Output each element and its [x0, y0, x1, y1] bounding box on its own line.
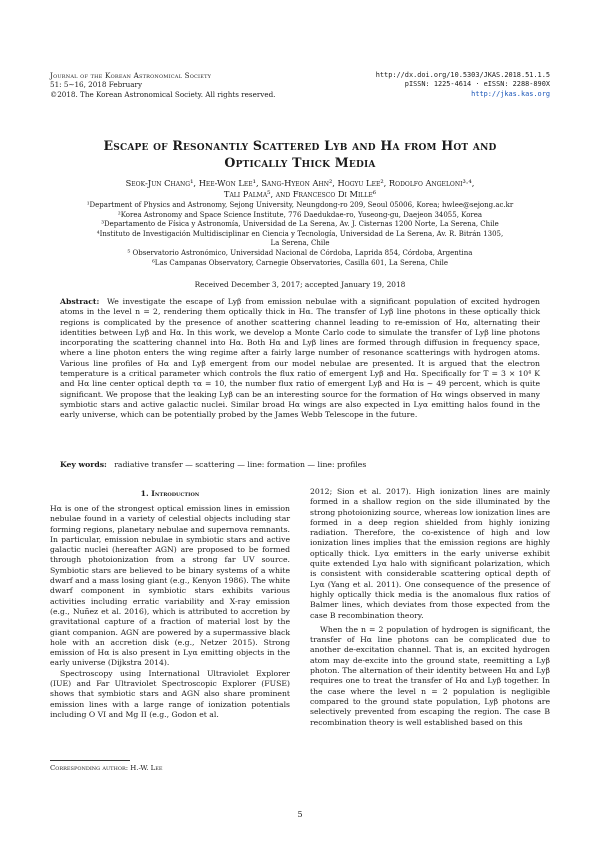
left-paragraph-1: Hα is one of the strongest optical emission lines in emission nebulae found in a variety of celestial objects including star forming regions, planetary nebulae and supernova remnants. In particular, emission nebulae in symbiotic stars and active galactic nuclei (hereafter AGN) are proposed to be formed through photoionization from a strong far UV source. Symbiotic stars are believed to be binary systems of a white dwarf and a mass losing giant (e.g., Kenyon 1986). The white dwarf component in symbiotic stars exhibits various activities including erratic variability and X-ray emission (e.g., Nuñez et al. 2016), which is attributed to accretion by gravitational capture of a fraction of material lost by the giant companion. AGN are powered by a supermassive black hole with an accretion disk (e.g., Netzer 2015). Strong emission of Hα is also present in Lyα emitting objects in the early universe (Dijkstra 2014).: [50, 504, 290, 668]
affiliation-4: ⁴Instituto de Investigación Multidisciplinar en Ciencia y Tecnología, Universidad de La Serena, Av. R. Bitrán 1305,: [96, 229, 504, 238]
keywords: [60, 460, 540, 469]
authors-line-2: Tali Palma⁵, and Francesco Di Mille⁶: [223, 189, 377, 199]
issn: pISSN: 1225-4614 · eISSN: 2288-890X: [404, 80, 550, 89]
page-number: 5: [297, 810, 303, 819]
journal-url-link[interactable]: http://jkas.kas.org: [471, 89, 550, 98]
right-paragraph-2: When the n = 2 population of hydrogen is significant, the transfer of Hα line photons can be complicated due to another de-excitation channel. That is, an excited hydrogen atom may de-excite into the ground state, reemitting a Lyβ photon. The alternation of their identity between Hα and Lyβ requires one to treat the transfer of Hα and Lyβ together. In the case where the level n = 2 population is negligible compared to the ground state population, Lyβ photons are selectively prevented from escaping the region. The case B recombination theory is well established based on this: [310, 624, 550, 727]
abstract-text: We investigate the escape of Lyβ from emission nebulae with a significant population of excited hydrogen atoms in the level n = 2, rendering them optically thick in Hα. The transfer of Lyβ line photons in these optically thick regions is complicated by the presence of another scattering channel leading to re-emission of Hα, alternating their identities between Lyβ and Hα. In this work, we develop a Monte Carlo code to simulate the transfer of Lyβ line photons incorporating the scattering channel into Hα. Both Hα and Lyβ lines are formed through diffusion in frequency space, where a line photon enters the wing regime after a fairly large number of resonance scatterings with hydrogen atoms. Various line profiles of Hα and Lyβ emergent from our model nebulae are presented. It is argued that the electron temperature is a critical parameter which controls the flux ratio of emergent Lyβ and Hα. Specifically for T = 3 × 10⁴ K and Hα line center optical depth τα = 10, the number flux ratio of emergent Lyβ and Hα is ∼ 49 percent, which is quite significant. We propose that the leaking Lyβ can be an interesting source for the formation of Hα wings observed in many symbiotic stars and active galactic nuclei. Similar broad Hα wings are also expected in Lyα emitting halos found in the early universe, which can be potentially probed by the James Webb Telescope in the future.: [60, 297, 540, 420]
left-column: [50, 504, 290, 720]
abstract: [60, 297, 540, 421]
volume-line: 51: 5∼16, 2018 February: [50, 80, 143, 90]
corresponding-author: Corresponding author: H.-W. Lee: [50, 764, 163, 772]
affiliation-5: ⁵ Observatorio Astronómico, Universidad Nacional de Córdoba, Laprida 854, Córdoba, Argentina: [127, 248, 473, 257]
journal-ids: [300, 71, 550, 99]
authors-line-1: Seok-Jun Chang¹, Hee-Won Lee¹, Sang-Hyeon Ahn², Hogyu Lee², Rodolfo Angeloni³·⁴,: [125, 178, 475, 188]
copyright: ©2018. The Korean Astronomical Society. All rights reserved.: [50, 89, 276, 99]
right-paragraph-1: 2012; Sion et al. 2017). High ionization lines are mainly formed in a shallow region on the side illuminated by the strong photoionizing source, whereas low ionization lines are formed in a deep region shielded from highly ionizing radiation. Therefore, the co-existence of high and low ionization lines implies that the emission regions are highly optically thick. Lyα emitters in the early universe exhibit quite extended Lyα halo with significant polarization, which is consistent with considerable scattering optical depth of Lyα (Yang et al. 2011). One consequence of the presence of highly optically thick media is the anomalous flux ratios of Balmer lines, which deviates from those expected from the case B recombination theory.: [310, 487, 550, 620]
keywords-label: Key words:: [60, 460, 107, 469]
affiliations: [40, 201, 560, 268]
doi-link[interactable]: http://dx.doi.org/10.5303/JKAS.2018.51.1.5: [375, 71, 550, 79]
affiliation-3: ³Departamento de Física y Astronomía, Universidad de La Serena, Av. J. Cisternas 1200 Norte, La Serena, Chile: [101, 220, 499, 229]
paper-title: [40, 137, 560, 171]
affiliation-1: ¹Department of Physics and Astronomy, Sejong University, Neungdong-ro 209, Seoul 05006, Korea; hwlee@sejong.ac.kr: [86, 201, 514, 209]
footnote-rule: [50, 760, 130, 761]
abstract-label: Abstract:: [60, 297, 100, 306]
keywords-text: radiative transfer — scattering — line: formation — line: profiles: [114, 460, 367, 469]
authors: [40, 178, 560, 200]
journal-name: Journal of the Korean Astronomical Society: [50, 71, 212, 80]
affiliation-6: ⁶Las Campanas Observatory, Carnegie Observatories, Casilla 601, La Serena, Chile: [151, 258, 449, 267]
section-heading: 1. Introduction: [140, 489, 200, 498]
right-column: [310, 487, 550, 728]
affiliation-4-cont: La Serena, Chile: [270, 239, 330, 248]
title-line-1: Escape of Resonantly Scattered Lyβ and Hα from Hot and: [103, 138, 497, 153]
left-paragraph-2: Spectroscopy using International Ultraviolet Explorer (IUE) and Far Ultraviolet Spectroscopic Explorer (FUSE) shows that symbiotic stars and AGN also share prominent emission lines with a large range of ionization potentials including O VI and Mg II (e.g., Godon et al.: [50, 668, 290, 719]
received-dates: Received December 3, 2017; accepted January 19, 2018: [194, 280, 406, 289]
title-line-2: Optically Thick Media: [224, 155, 376, 170]
affiliation-2: ²Korea Astronomy and Space Science Institute, 776 Daedukdae-ro, Yuseong-gu, Daejeon 34055, Korea: [117, 210, 483, 219]
